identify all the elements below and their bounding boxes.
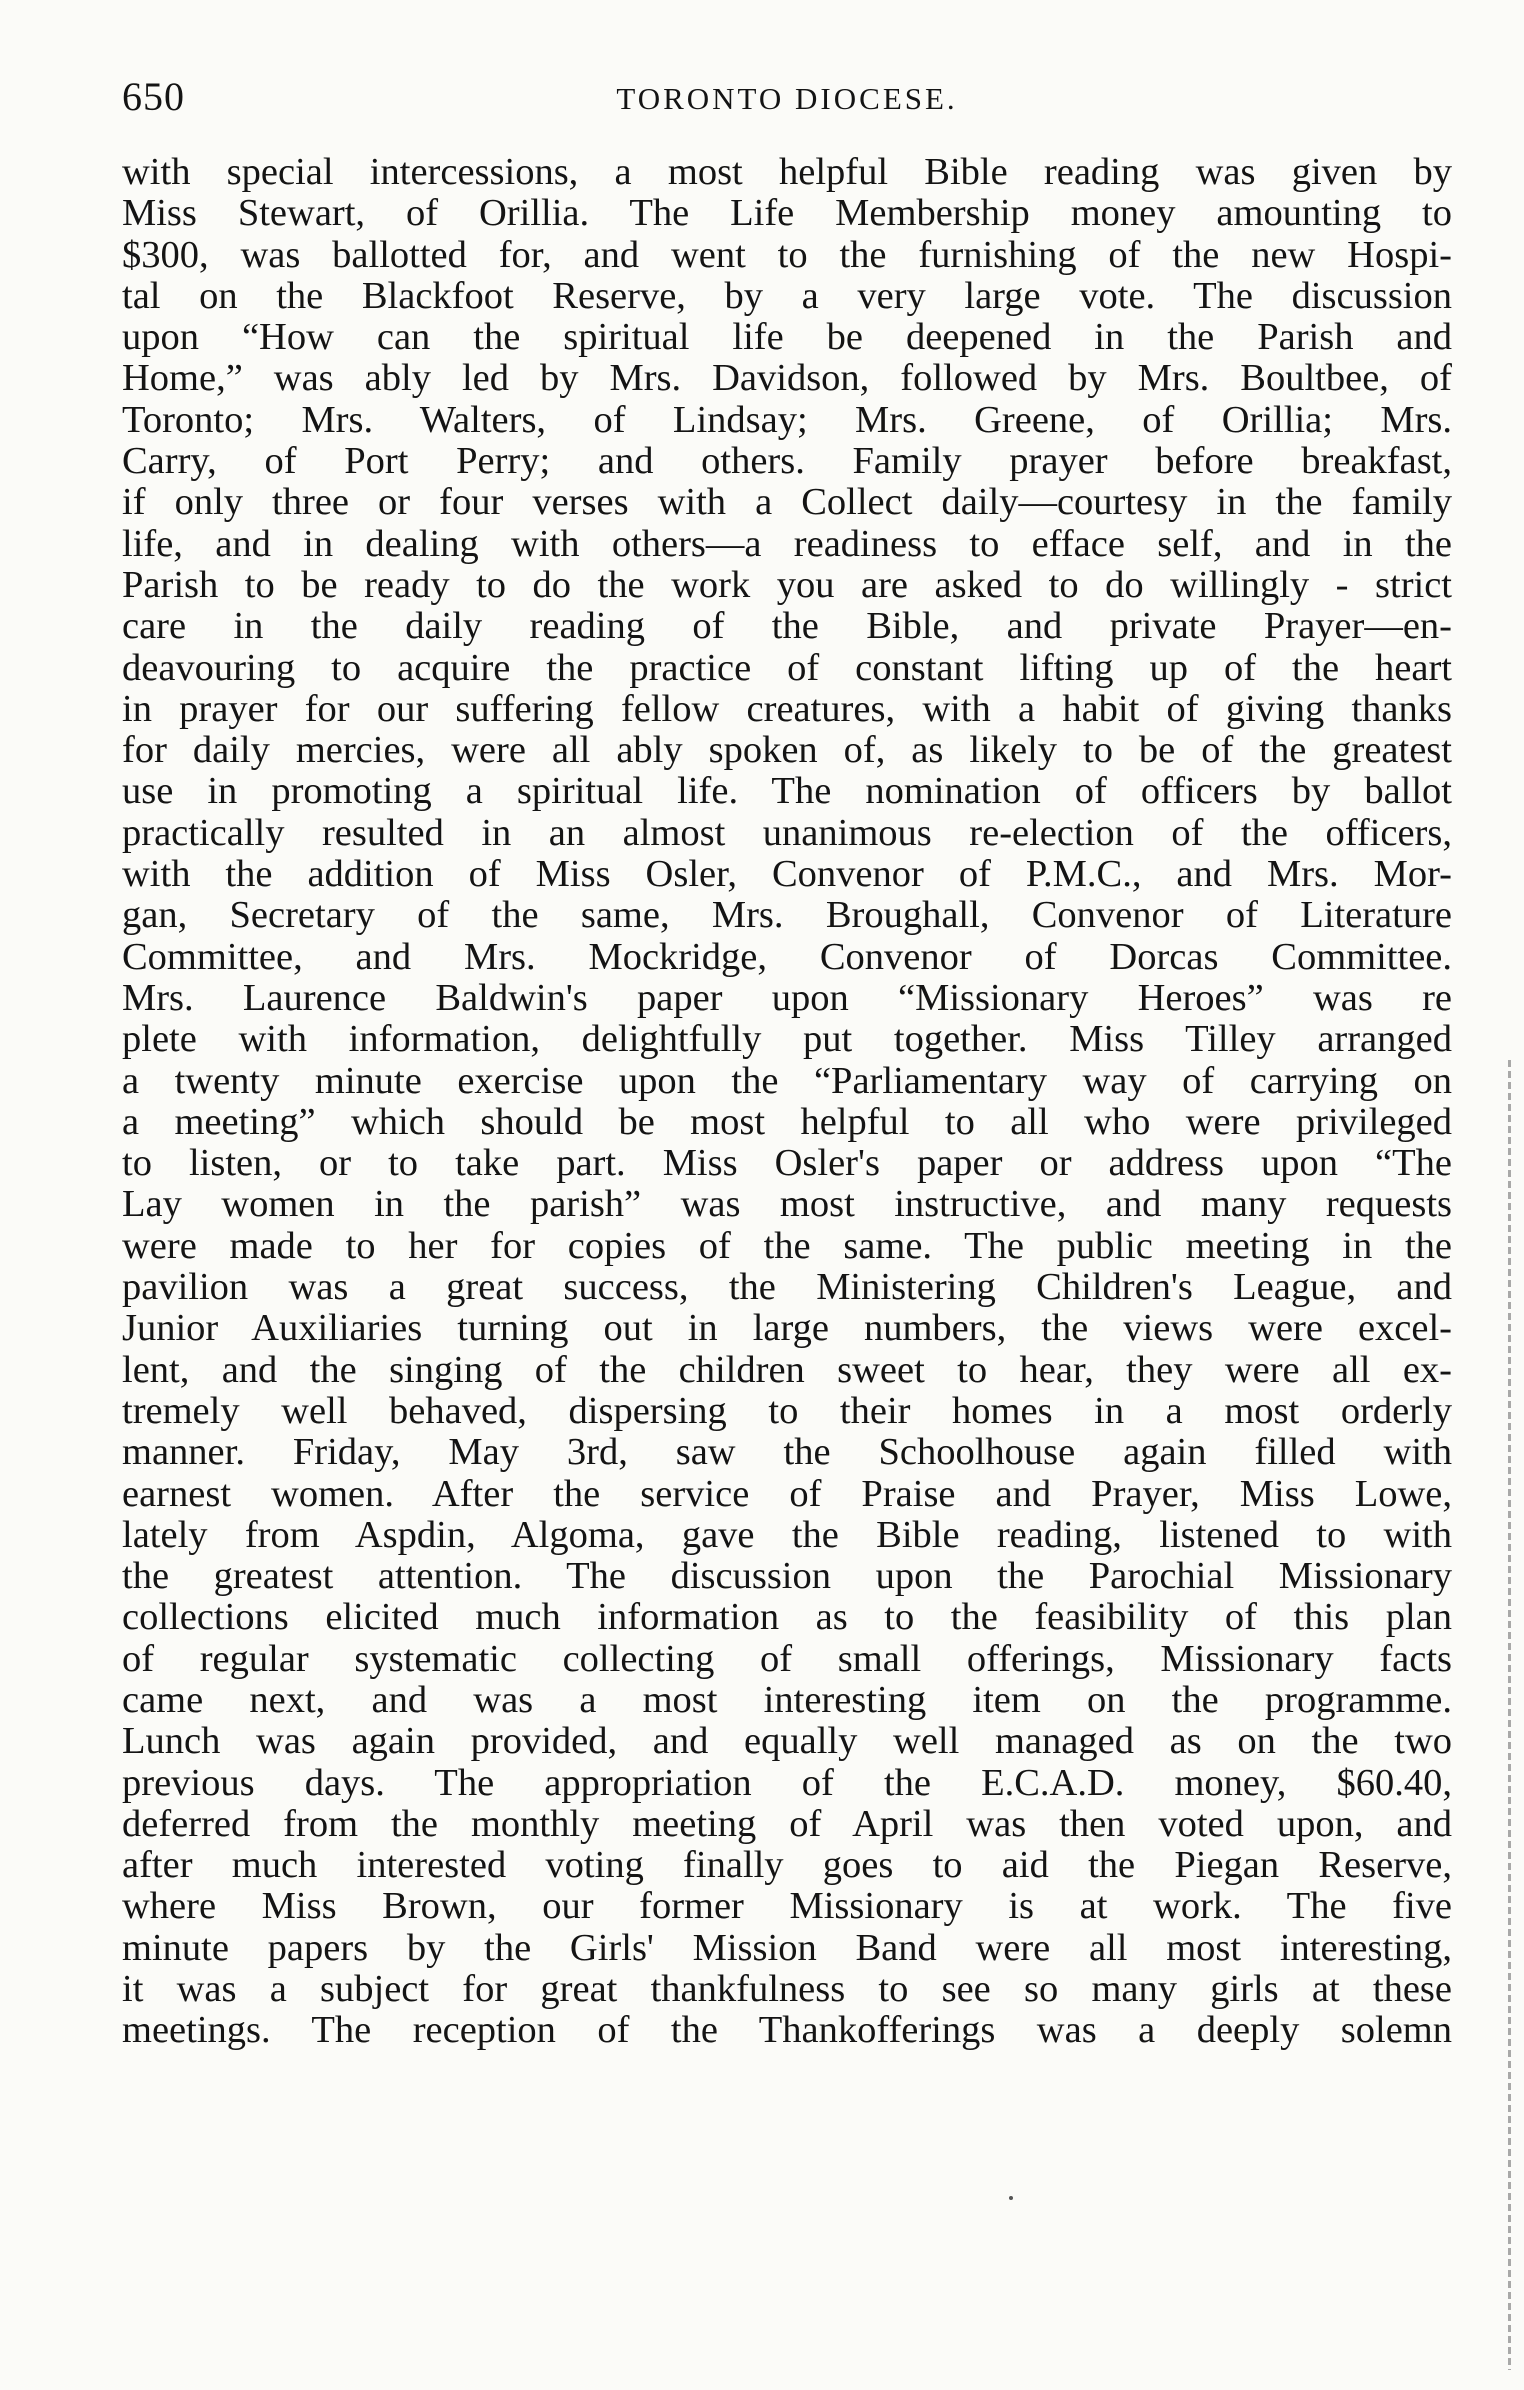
text-line: came next, and was a most interesting item on the programme.	[122, 1678, 1452, 1721]
text-line: were made to her for copies of the same. The public meeting in the	[122, 1224, 1452, 1267]
text-line: to listen, or to take part. Miss Osler's paper or address upon “The	[122, 1142, 1452, 1185]
text-line: meetings. The reception of the Thankofferings was a deeply solemn	[122, 2009, 1452, 2052]
text-line: Miss Stewart, of Orillia. The Life Membership money amounting to	[122, 192, 1452, 235]
text-line: tal on the Blackfoot Reserve, by a very large vote. The discussion	[122, 274, 1452, 317]
text-line: if only three or four verses with a Collect daily—courtesy in the family	[122, 481, 1452, 524]
text-line: lent, and the singing of the children sweet to hear, they were all ex-	[122, 1348, 1452, 1391]
text-line: tremely well behaved, dispersing to their homes in a most orderly	[122, 1389, 1452, 1432]
text-line: lately from Aspdin, Algoma, gave the Bible reading, listened to with	[122, 1513, 1452, 1556]
text-line: Carry, of Port Perry; and others. Family prayer before breakfast,	[122, 440, 1452, 483]
text-line: of regular systematic collecting of small offerings, Missionary facts	[122, 1637, 1452, 1680]
text-line: use in promoting a spiritual life. The nomination of officers by ballot	[122, 770, 1452, 813]
text-line: with the addition of Miss Osler, Convenor of P.M.C., and Mrs. Mor-	[122, 853, 1452, 896]
text-line: pavilion was a great success, the Ministering Children's League, and	[122, 1266, 1452, 1309]
text-line: plete with information, delightfully put together. Miss Tilley arranged	[122, 1018, 1452, 1061]
text-line: with special intercessions, a most helpful Bible reading was given by	[122, 151, 1452, 193]
text-line: Mrs. Laurence Baldwin's paper upon “Missionary Heroes” was re	[122, 976, 1452, 1019]
text-line: it was a subject for great thankfulness to see so many girls at these	[122, 1968, 1452, 2011]
text-line: life, and in dealing with others—a readiness to efface self, and in the	[122, 522, 1452, 565]
text-line: previous days. The appropriation of the E.C.A.D. money, $60.40,	[122, 1761, 1452, 1804]
text-line: upon “How can the spiritual life be deepened in the Parish and	[122, 316, 1452, 359]
text-line: care in the daily reading of the Bible, and private Prayer—en-	[122, 605, 1452, 648]
text-line: Committee, and Mrs. Mockridge, Convenor of Dorcas Committee.	[122, 935, 1452, 978]
text-line: the greatest attention. The discussion upon the Parochial Missionary	[122, 1555, 1452, 1598]
text-line: after much interested voting finally goes to aid the Piegan Reserve,	[122, 1844, 1452, 1887]
text-line: earnest women. After the service of Praise and Prayer, Miss Lowe,	[122, 1472, 1452, 1515]
text-line: Lay women in the parish” was most instructive, and many requests	[122, 1183, 1452, 1226]
text-line: deferred from the monthly meeting of April was then voted upon, and	[122, 1802, 1452, 1845]
text-line: Junior Auxiliaries turning out in large numbers, the views were excel-	[122, 1307, 1452, 1350]
page-header	[122, 72, 1452, 122]
text-line: Toronto; Mrs. Walters, of Lindsay; Mrs. Greene, of Orillia; Mrs.	[122, 398, 1452, 441]
text-line: for daily mercies, were all ably spoken of, as likely to be of the greatest	[122, 729, 1452, 772]
text-line: in prayer for our suffering fellow creatures, with a habit of giving thanks	[122, 687, 1452, 730]
text-line: gan, Secretary of the same, Mrs. Broughall, Convenor of Literature	[122, 894, 1452, 937]
text-line: a twenty minute exercise upon the “Parliamentary way of carrying on	[122, 1059, 1452, 1102]
body-text	[122, 152, 1452, 2052]
page-number: 650	[122, 74, 185, 119]
text-line: manner. Friday, May 3rd, saw the Schoolhouse again filled with	[122, 1431, 1452, 1474]
text-line: Home,” was ably led by Mrs. Davidson, followed by Mrs. Boultbee, of	[122, 357, 1452, 400]
text-line: minute papers by the Girls' Mission Band were all most interesting,	[122, 1926, 1452, 1969]
text-line: $300, was ballotted for, and went to the furnishing of the new Hospi-	[122, 233, 1452, 276]
ink-speck	[1009, 2196, 1013, 2200]
text-line: collections elicited much information as to the feasibility of this plan	[122, 1596, 1452, 1639]
text-line: Parish to be ready to do the work you are asked to do willingly - strict	[122, 563, 1452, 606]
text-line: a meeting” which should be most helpful to all who were privileged	[122, 1100, 1452, 1143]
text-line: where Miss Brown, our former Missionary is at work. The five	[122, 1885, 1452, 1928]
scan-edge-shadow	[1508, 1060, 1511, 2370]
running-head: TORONTO DIOCESE.	[616, 81, 958, 116]
text-line: deavouring to acquire the practice of constant lifting up of the heart	[122, 646, 1452, 689]
text-line: practically resulted in an almost unanimous re-election of the officers,	[122, 811, 1452, 854]
text-line: Lunch was again provided, and equally well managed as on the two	[122, 1720, 1452, 1763]
